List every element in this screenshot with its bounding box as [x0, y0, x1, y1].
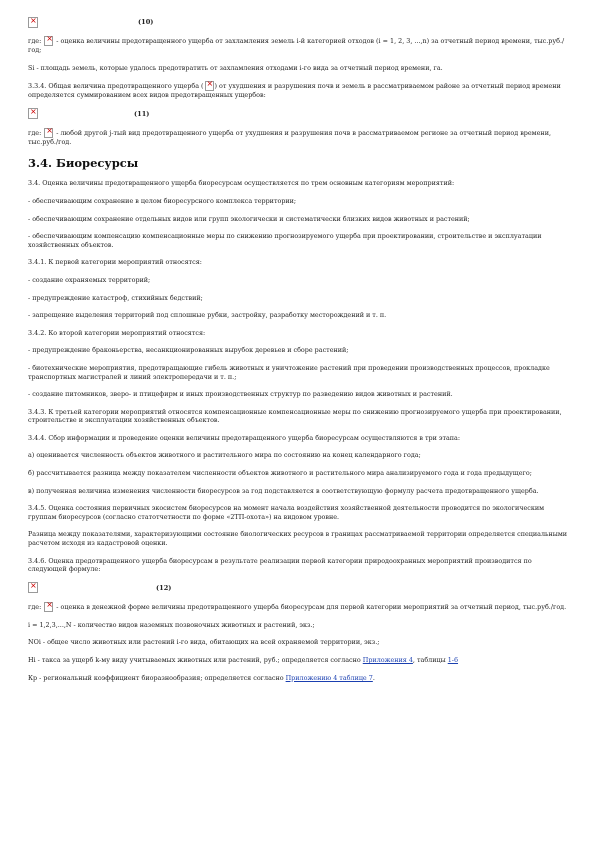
broken-image-icon — [28, 17, 38, 28]
equation-10 — [28, 14, 568, 30]
broken-image-icon — [28, 582, 38, 593]
section-body — [28, 179, 568, 573]
broken-image-icon — [44, 602, 53, 612]
list-item: - обеспечивающим сохранение в целом биоресурсного комплекса территории; — [28, 196, 297, 205]
paragraph: i = 1,2,3,...,N - количество видов наземных позвоночных животных и растений, экз.; — [28, 620, 315, 629]
equation-12 — [28, 580, 568, 596]
list-item: - предупреждение браконьерства, несанкционированных вырубок деревьев и сборе растений; — [28, 346, 349, 355]
list-item: а) оценивается численность объектов животного и растительного мира по состоянию на конец календарного года; — [28, 451, 421, 460]
section-heading: 3.4. Биоресурсы — [28, 156, 139, 171]
formula-explanation: где: × - оценка величины предотвращенного ущерба от захламления земель i-й категорией отходов (i = 1, 2, 3, ...,n) за отчетный период времени, тыс.руб./год; — [28, 36, 568, 55]
paragraph-3-3-4: 3.3.4. Общая величина предотвращенного ущерба (× ) от ухудшения и разрушения почв и земель в рассматриваемом районе за отчетный период времени определяется суммированием всех видов предотвращенных ущербов: — [28, 81, 568, 100]
list-item: - биотехнические мероприятия, предотвращающие гибель животных и уничтожение растений при проведении производственных процессов, прокладке транспортных магистралей и линий электропередачи и т. п.; — [28, 363, 550, 381]
equation-11 — [28, 106, 568, 122]
document-page — [28, 14, 568, 682]
paragraph: Разница между показателями, характеризующими состояние биологических ресурсов в границах рассматриваемой территории определяется специальными расчетом исходя из кадастровой оценки. — [28, 530, 568, 548]
paragraph: 3.4.5. Оценка состояния первичных экосистем биоресурсов на момент начала воздействия хозяйственной деятельности проводится по экологическим группам биоресурсов (согласно статотчетности по форме «2ТП-охота») на видовом уровне. — [28, 504, 545, 521]
paragraph-kp: Кр - региональный коэффициент биоразнообразия; определяется согласно Приложению 4 таблице 7. — [28, 673, 375, 682]
list-item: - предупреждение катастроф, стихийных бедствий; — [28, 293, 203, 302]
list-item: - создание охраняемых территорий; — [28, 275, 151, 284]
broken-image-icon — [44, 128, 53, 138]
equation-number: (11) — [134, 109, 150, 118]
list-item: - обеспечивающим компенсацию компенсационные меры по снижению прогнозируемого ущерба при проектировании, строительстве и эксплуатации хозяйственных объектов. — [28, 232, 542, 249]
paragraph-hi: Hi - такса за ущерб k-му виду учитываемых животных или растений, руб.; определяется согласно Приложения 4, таблицы 1-6 — [28, 656, 459, 664]
paragraph: 3.4. Оценка величины предотвращенного ущерба биоресурсам осуществляется по трем основным категориям мероприятий: — [28, 179, 455, 188]
paragraph: 3.4.4. Сбор информации и проведение оценки величины предотвращенного ущерба биоресурсам осуществляются в три этапа: — [28, 433, 461, 442]
formula-explanation: где: × - оценка в денежной форме величины предотвращенного ущерба биоресурсам для первой категории мероприятий за отчетный период, тыс.руб./год. — [28, 602, 568, 612]
list-item: - запрещение выделения территорий под сплошные рубки, застройку, разработку месторождений и т. п. — [28, 311, 387, 320]
paragraph: NOi - общее число животных или растений i-го вида, обитающих на всей охраняемой территории, экз.; — [28, 638, 380, 647]
appendix-4-table-7-link[interactable]: Приложению 4 таблице 7 — [285, 673, 373, 682]
equation-number: (10) — [138, 18, 154, 26]
broken-image-icon — [205, 81, 214, 91]
list-item: - создание питомников, зверо- и птицефирм и иных производственных структур по разведению видов животных и растений. — [28, 390, 453, 399]
list-item: б) рассчитывается разница между показателем численности объектов животного и растительного мира анализируемого года и года предыдущего; — [28, 469, 532, 478]
formula-explanation: где: × - любой другой j-тый вид предотвращенного ущерба от ухудшения и разрушения почв в рассматриваемом регионе за отчетный период времени, тыс.руб./год. — [28, 128, 568, 147]
paragraph: 3.4.1. К первой категории мероприятий относятся: — [28, 258, 202, 267]
broken-image-icon — [28, 108, 38, 119]
list-item: - обеспечивающим сохранение отдельных видов или групп экологически и систематически близких видов животных и растений; — [28, 214, 470, 223]
paragraph: Si - площадь земель, которые удалось предотвратить от захламления отходами i-го вида за отчетный период времени, га. — [28, 63, 443, 72]
paragraph: 3.4.3. К третьей категории мероприятий относятся компенсационные компенсационные меры по снижению прогнозируемого ущерба при проектировании, строительстве и эксплуатации хозяйственных объектов. — [28, 407, 562, 425]
list-item: в) полученная величина изменения численности биоресурсов за год подставляется в соответствующую формулу расчета предотвращенного ущерба. — [28, 486, 539, 495]
broken-image-icon — [44, 36, 53, 46]
tables-1-6-link[interactable]: 1-6 — [447, 656, 459, 664]
paragraph: 3.4.2. Ко второй категории мероприятий относятся: — [28, 328, 206, 337]
appendix-4-link[interactable]: Приложения 4 — [362, 656, 413, 664]
equation-number: (12) — [156, 583, 172, 592]
paragraph: 3.4.6. Оценка предотвращенного ущерба биоресурсам в результате реализации первой категории природоохранных мероприятий производится по следующей формуле: — [28, 556, 532, 574]
